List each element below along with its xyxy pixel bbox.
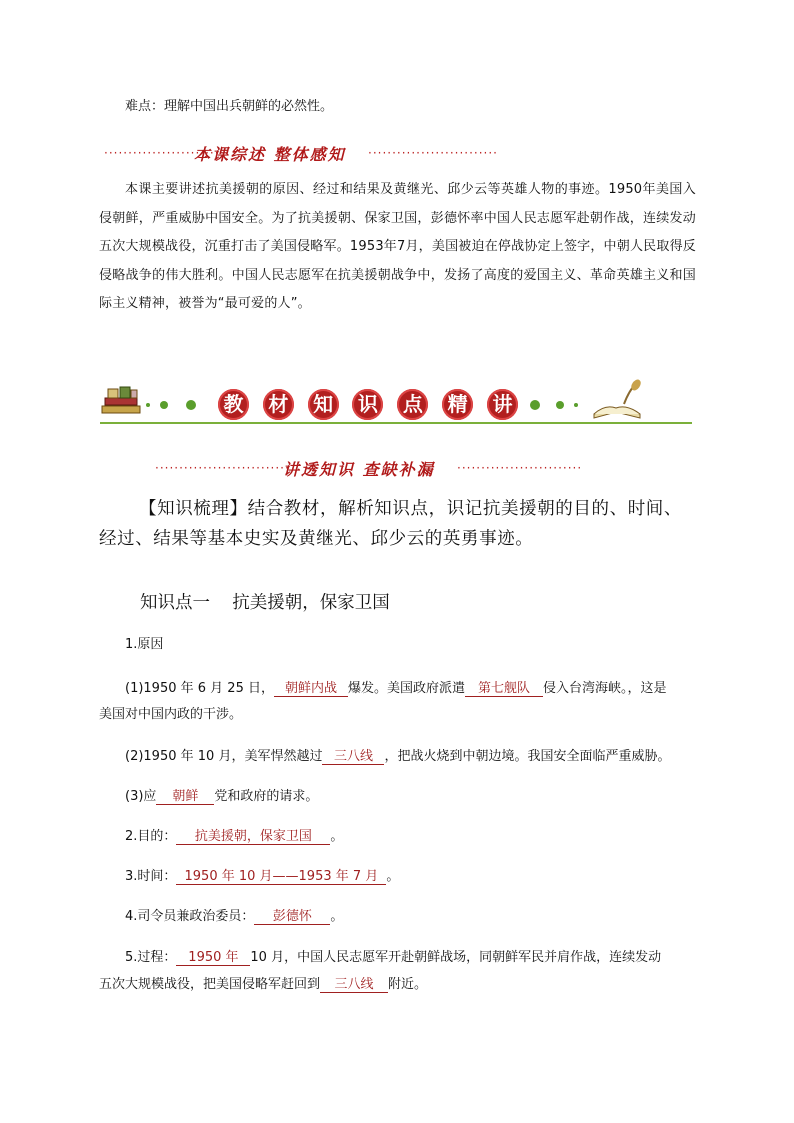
open-book-quill-icon — [590, 378, 646, 422]
section-banner — [100, 380, 692, 430]
dot — [530, 400, 540, 410]
text: 。 — [330, 829, 344, 844]
commander — [125, 909, 343, 925]
text: 10 月，中国人民志愿军开赴朝鲜战场，同朝鲜军民并肩作战，连续发动 — [250, 950, 662, 965]
text: 2.目的： — [125, 829, 177, 844]
dot — [160, 401, 168, 409]
text: 附近。 — [388, 977, 428, 992]
banner-char: 材 — [263, 389, 294, 420]
text: 五次大规模战役，把美国侵略军赶回到 — [99, 977, 321, 992]
answer-blank: 第七舰队 — [465, 681, 543, 697]
dot — [574, 403, 578, 407]
answer-blank: 1950 年 10 月——1953 年 7 月 — [176, 869, 386, 885]
books-icon — [100, 384, 146, 418]
knowledge-point-title: 知识点一 抗美援朝，保家卫国 — [140, 593, 390, 613]
banner-char: 识 — [352, 389, 383, 420]
text: 4.司令员兼政治委员： — [125, 909, 255, 924]
text: 侵入台湾海峡。，这是 — [543, 681, 667, 696]
text: 党和政府的请求。 — [214, 789, 319, 804]
process-line2 — [99, 977, 427, 993]
answer-blank: 朝鲜内战 — [274, 681, 348, 697]
dot — [556, 401, 564, 409]
dotted-rule-left: ························ — [104, 146, 220, 160]
cause-2 — [125, 749, 670, 765]
answer-blank: 三八线 — [320, 977, 388, 993]
process-line1 — [125, 950, 661, 966]
cause-title: 1.原因 — [125, 637, 164, 652]
cause-3 — [125, 789, 318, 805]
banner-char: 点 — [397, 389, 428, 420]
goal — [125, 829, 343, 845]
banner-char: 教 — [218, 389, 249, 420]
text: (1)1950 年 6 月 25 日， — [125, 681, 274, 696]
difficulty-text: 难点：理解中国出兵朝鲜的必然性。 — [125, 99, 334, 114]
cause-1-line1 — [125, 681, 667, 697]
section2-heading: 讲透知识 查缺补漏 — [283, 460, 435, 479]
answer-blank: 三八线 — [322, 749, 384, 765]
text: 3.时间： — [125, 869, 177, 884]
cause-1-line2: 美国对中国内政的干涉。 — [99, 707, 243, 722]
text: ，把战火烧到中朝边境。我国安全面临严重威胁。 — [384, 749, 671, 764]
text: 。 — [330, 909, 344, 924]
summary-paragraph: 本课主要讲述抗美援朝的原因、经过和结果及黄继光、邱少云等英雄人物的事迹。1950年美国入侵朝鲜，严重威胁中国安全。为了抗美援朝、保家卫国，彭德怀率中国人民志愿军赴朝作战，连续发动五次大规模战役，沉重打击了美国侵略军。1953年7月，美国被迫在停战协定上签字，中朝人民取得反侵略战争的伟大胜利。中国人民志愿军在抗美援朝战争中，发扬了高度的爱国主义、革命英雄主义和国际主义精神，被誉为“最可爱的人”。 — [99, 182, 696, 311]
banner-char: 讲 — [487, 389, 518, 420]
answer-blank: 彭德怀 — [254, 909, 330, 925]
dotted-rule-right: ·························· — [457, 461, 583, 475]
text: 。 — [386, 869, 400, 884]
banner-char: 知 — [308, 389, 339, 420]
text: 5.过程： — [125, 950, 177, 965]
text: (2)1950 年 10 月，美军悍然越过 — [125, 749, 323, 764]
time — [125, 869, 399, 885]
banner-char: 精 — [442, 389, 473, 420]
dotted-rule-left: ···························· — [155, 461, 290, 475]
answer-blank: 抗美援朝，保家卫国 — [176, 829, 330, 845]
knowledge-intro: 【知识梳理】结合教材，解析知识点，识记抗美援朝的目的、时间、经过、结果等基本史实及黄继光、邱少云的英勇事迹。 — [99, 499, 682, 549]
answer-blank: 朝鲜 — [156, 789, 214, 805]
dot — [186, 400, 196, 410]
answer-blank: 1950 年 — [176, 950, 250, 966]
text: 爆发。美国政府派遣 — [347, 681, 465, 696]
dot — [146, 403, 150, 407]
section1-heading: 本课综述 整体感知 — [194, 145, 346, 164]
dotted-rule-right: ··························· — [368, 146, 498, 160]
text: (3)应 — [125, 789, 157, 804]
banner-title — [218, 389, 518, 423]
